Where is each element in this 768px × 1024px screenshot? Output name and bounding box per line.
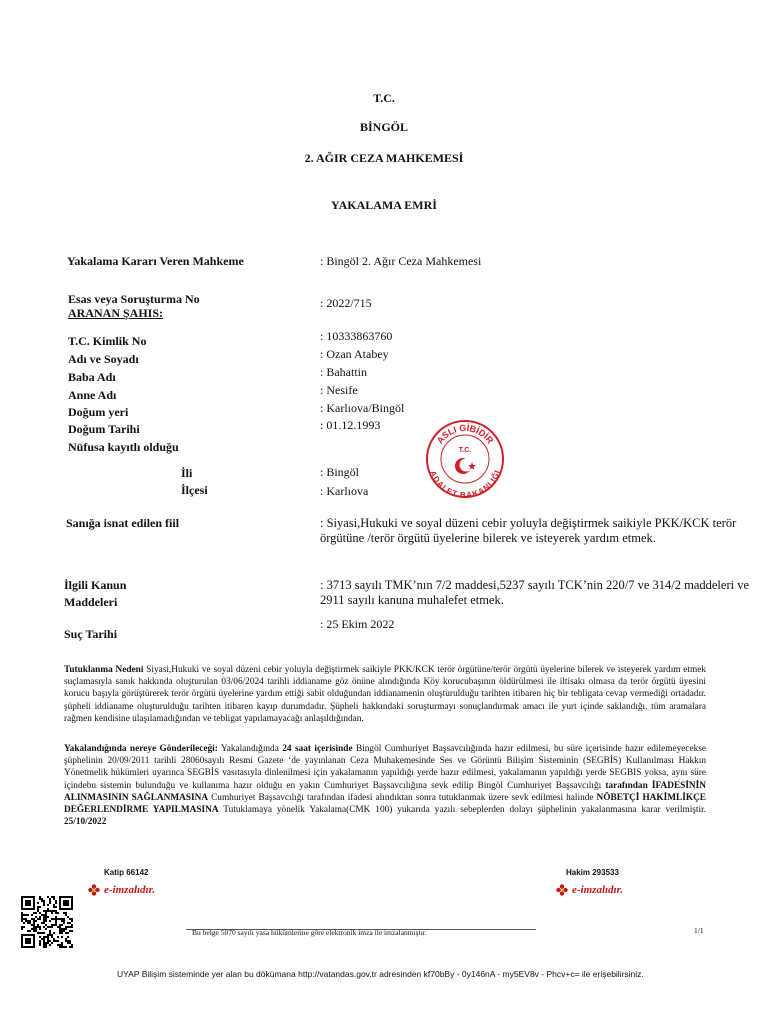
crime-value: : Siyasi,Hukuki ve soyal düzeni cebir yoluyla değiştirmek saikiyle PKK/KCK terör örgütüne /terör örgütü üyelerine bilerek ve isteyerek yardım etmek. bbox=[320, 516, 737, 545]
court-label: Yakalama Kararı Veren Mahkeme bbox=[67, 254, 244, 268]
province-value: : Bingöl bbox=[320, 465, 360, 479]
clerk-esign-text: e-imzalıdır. bbox=[104, 884, 156, 896]
delivery-text-1: Yakalandığında bbox=[217, 744, 283, 754]
law-label-1: İlgili Kanun bbox=[64, 578, 127, 592]
case-no-value: : 2022/715 bbox=[320, 296, 372, 310]
delivery-label: Yakalandığında nereye Gönderileceği: bbox=[64, 744, 218, 754]
document-title: YAKALAMA EMRİ bbox=[331, 198, 437, 212]
judge-esign-text: e-imzalıdır. bbox=[572, 884, 624, 896]
page-number: 1/1 bbox=[694, 926, 704, 935]
father-value: : Bahattin bbox=[320, 365, 367, 379]
stamp-bottom-text: ADALET BAKANLIĞI bbox=[428, 469, 502, 500]
stamp-top-text: ASLI GİBİDİR bbox=[434, 422, 496, 446]
birthdate-value: : 01.12.1993 bbox=[320, 418, 381, 432]
delivery-paragraph bbox=[64, 743, 706, 828]
clerk-signature-name: Katip 66142 bbox=[104, 868, 149, 877]
arrest-reason-paragraph bbox=[64, 664, 706, 725]
header-city: BİNGÖL bbox=[359, 120, 408, 134]
crime-label: Sanığa isnat edilen fiil bbox=[66, 516, 180, 530]
birthplace-label: Doğum yeri bbox=[68, 405, 129, 419]
registry-heading: Nüfusa kayıtlı olduğu bbox=[68, 440, 179, 454]
birthdate-label: Doğum Tarihi bbox=[68, 422, 140, 436]
judge-esign bbox=[556, 884, 623, 896]
mother-label: Anne Adı bbox=[68, 388, 117, 402]
judge-signature-name: Hakim 293533 bbox=[566, 868, 619, 877]
tc-no-label: T.C. Kimlik No bbox=[68, 334, 147, 348]
header-tc: T.C. bbox=[373, 91, 395, 105]
court-value: : Bingöl 2. Ağır Ceza Mahkemesi bbox=[320, 254, 482, 268]
tc-no-value: : 10333863760 bbox=[320, 329, 393, 343]
crime-date-value: : 25 Ekim 2022 bbox=[320, 617, 395, 631]
law-value: : 3713 sayılı TMK’nın 7/2 maddesi,5237 sayılı TCK’nin 220/7 ve 314/2 maddeleri ve 2911 sayılı kanuna muhalefet etmek. bbox=[320, 578, 750, 607]
uyap-access-note: UYAP Bilişim sisteminde yer alan bu dökümana http://vatandas.gov.tr adresinden kf70bBy - 0y146nA - my5EV8v - Phcv+c= ile erişebilirsiniz. bbox=[117, 969, 644, 979]
father-label: Baba Adı bbox=[68, 370, 116, 384]
district-label: İlçesi bbox=[181, 483, 208, 497]
delivery-text-4: Tutuklamaya yönelik Yakalama(CMK 100) yukarıda yazılı sebeplerden dolayı şüphelinin yakalanmasına karar verilmiştir. bbox=[218, 805, 706, 816]
delivery-date: 25/10/2022 bbox=[64, 817, 107, 828]
official-stamp bbox=[424, 418, 506, 500]
birthplace-value: : Karlıova/Bingöl bbox=[320, 401, 405, 415]
esign-flower-icon bbox=[556, 884, 568, 896]
wanted-person-heading: ARANAN ŞAHIS: bbox=[68, 306, 164, 320]
mother-value: : Nesife bbox=[320, 383, 358, 397]
law-label-2: Maddeleri bbox=[64, 595, 118, 609]
footer-note: Bu belge 5070 sayılı yasa hükümlerine göre elektronik imza ile imzalanmıştır. bbox=[192, 928, 427, 937]
qr-code-icon bbox=[21, 896, 73, 948]
arrest-reason-text: Siyasi,Hukuki ve soyal düzeni cebir yoluyla değiştirmek saikiyle PKK/KCK terör örgütüne/terör örgütü üyelerine bilerek ve isteyerek yardım etmek suçlamasıyla sanık hakkında oluşturulan 03/06/2024 tarihli iddianame göz önüne alındığında Köy korucubaşının öldürülmesi ile iltisakı olmasa da terör örgütü üyesini korucu başıyla görüştürerek terör örgütü üyelerine yardım ettiği sabit olduğundan iddianamenin oluşturulduğu tarihten itibaren hiç bir tebligata cevap vermediği ortadadır. şüpheli iddianame oluşturulduğu tarihten itibaren kayıp durumdadır. Şüpheli hakkındaki soruşturmayı sonuçlandırmak amacı ile yurt içinde saklandığı, tüm aramalara rağmen kendisine ulaşılamadığından ve tebligat yapılamayacağı anlaşıldığından. bbox=[64, 665, 706, 724]
header-court: 2. AĞIR CEZA MAHKEMESİ bbox=[304, 151, 464, 165]
province-label: İli bbox=[181, 466, 193, 480]
crime-date-label: Suç Tarihi bbox=[64, 627, 118, 641]
delivery-text-3: Cumhuriyet Başsavcılığı tarafından ifadesi alındıktan sonra tutuklanmak üzere sevk edilmesi halinde bbox=[208, 792, 597, 803]
stamp-seal-icon bbox=[424, 418, 506, 500]
name-label: Adı ve Soyadı bbox=[68, 352, 139, 366]
stamp-middle-text: T.C. bbox=[458, 447, 472, 454]
district-value: : Karlıova bbox=[320, 484, 369, 498]
qr-code bbox=[21, 896, 73, 948]
clerk-esign bbox=[88, 884, 155, 896]
name-value: : Ozan Atabey bbox=[320, 347, 389, 361]
delivery-text-2: Bingöl Cumhuriyet Başsavcılığında hazır edilmesi, bu süre içerisinde hazır edilemeyecekse şüphelinin 20/09/2011 tarihli 28060sayılı Resmi Gazete ‘de yayınlanan Ceza Muhakemesinde Ses ve Görüntü Bilişim Sisteminin (SEGBİS) Kullanılması Hakkın Yönetmelik hükümleri uyarınca SEGBİS vasıtasıyla dinlenilmesi için yakalamanın yapıldığı yerde hazır edilmesi, yakalamanın yapıldığı yerde SEGBIS yoksa, aynı süre içindebu sistemin bulunduğu ve kullanıma hazır olduğu en yakın Cumhuriyet Başsavcılığına sevk edilip Bingöl Cumhuriyet Başsavcılığı bbox=[64, 744, 707, 791]
delivery-bold-2: tarafından İFADESİNİN ALINMASININ SAĞLANMASINA bbox=[64, 780, 706, 803]
delivery-bold-3: NÖBETÇİ HAKİMLİKÇE DEĞERLENDİRME YAPILMASINA bbox=[64, 792, 706, 816]
case-no-label: Esas veya Soruşturma No bbox=[68, 292, 200, 306]
delivery-bold-1: 24 saat içerisinde bbox=[282, 744, 353, 754]
arrest-reason-label: Tutuklanma Nedeni bbox=[64, 665, 144, 675]
esign-flower-icon bbox=[88, 884, 100, 896]
